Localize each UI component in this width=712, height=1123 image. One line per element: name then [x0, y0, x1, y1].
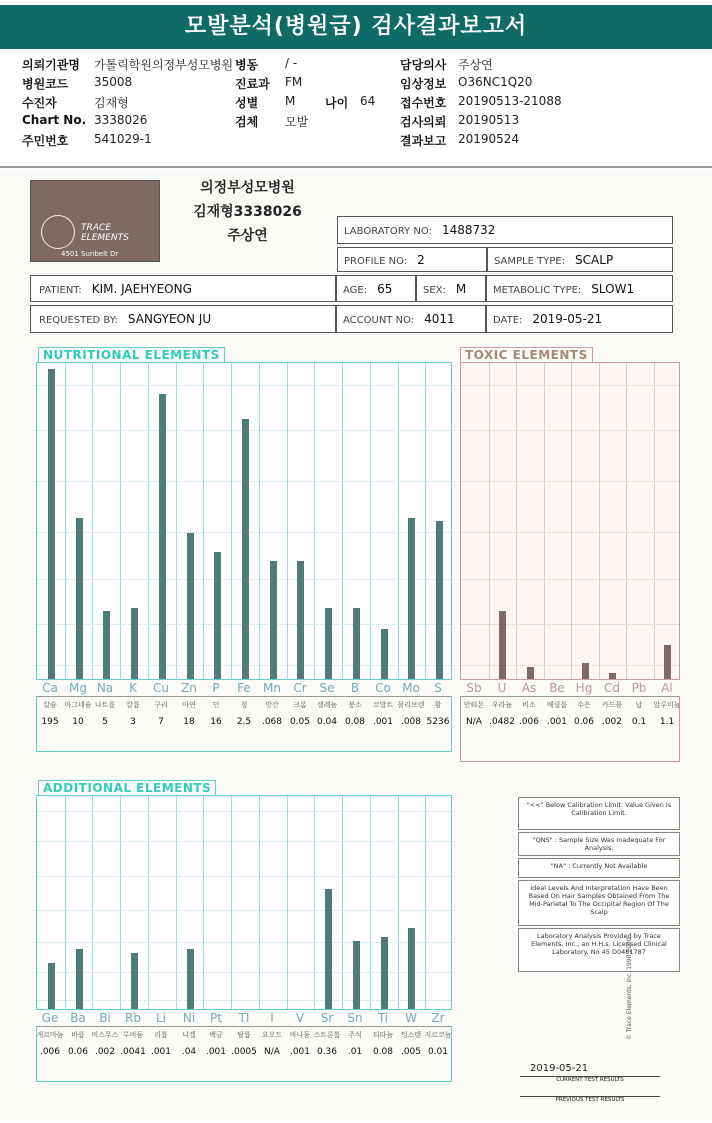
- element-value: 5: [102, 717, 108, 727]
- element-value: 0.08: [372, 1047, 394, 1057]
- element-symbol: Se: [319, 681, 335, 695]
- info-label: 병원코드: [22, 77, 69, 91]
- element-bar: [48, 369, 55, 679]
- column-divider: [314, 796, 315, 1009]
- grid-line: [37, 385, 451, 386]
- element-korean: 철: [240, 701, 248, 709]
- element-bar: [381, 629, 388, 679]
- element-value: 195: [41, 717, 59, 727]
- element-korean: 망간: [265, 701, 279, 709]
- element-value: .001: [205, 1047, 227, 1057]
- info-value: 64: [360, 94, 376, 108]
- info-label: 병동: [235, 58, 259, 72]
- element-korean: 붕소: [348, 701, 362, 709]
- element-symbol: Fe: [237, 681, 251, 695]
- lab-no-label: LABORATORY NO:: [344, 226, 432, 237]
- element-bar: [159, 394, 166, 679]
- element-korean: 비스무스: [91, 1031, 119, 1039]
- column-divider: [148, 796, 149, 1009]
- column-divider: [148, 363, 149, 679]
- column-divider: [599, 363, 600, 679]
- report-title: 모발분석(병원급) 검사결과보고서: [0, 5, 712, 49]
- globe-icon: [41, 215, 75, 249]
- element-bar: [527, 667, 534, 679]
- info-value: 주상연: [458, 58, 493, 72]
- element-symbol: K: [129, 681, 137, 695]
- column-divider: [626, 363, 627, 679]
- grid-line: [37, 841, 451, 842]
- note-box: "NA" : Currently Not Available: [518, 858, 680, 878]
- requested-label: REQUESTED BY:: [39, 315, 118, 326]
- element-korean: 아연: [182, 701, 196, 709]
- label-frame: [36, 1026, 452, 1082]
- element-bar: [353, 608, 360, 679]
- element-value: .068: [261, 717, 283, 727]
- element-symbol: Hg: [575, 681, 593, 695]
- element-value: N/A: [466, 717, 482, 727]
- info-label: 성별: [235, 96, 259, 110]
- element-bar: [48, 963, 55, 1009]
- column-divider: [176, 363, 177, 679]
- element-value: .04: [181, 1047, 197, 1057]
- element-bar: [325, 889, 332, 1009]
- info-label: Chart No.: [22, 113, 87, 127]
- element-value: .008: [400, 717, 422, 727]
- info-value: 20190513-21088: [458, 94, 562, 108]
- info-value: 가톨릭학원의정부성모병원: [94, 58, 234, 72]
- info-value: O36NC1Q20: [458, 75, 533, 89]
- grid-line: [461, 624, 679, 625]
- element-korean: 바나듐: [289, 1031, 311, 1039]
- element-bar: [582, 663, 589, 679]
- logo-text: TRACE ELEMENTS: [81, 223, 129, 243]
- grid-line: [37, 1000, 451, 1001]
- grid-line: [461, 430, 679, 431]
- element-bar: [214, 552, 221, 679]
- element-symbol: Al: [661, 681, 673, 695]
- element-symbol: As: [521, 681, 537, 695]
- info-label: 결과보고: [400, 134, 447, 148]
- column-divider: [92, 796, 93, 1009]
- element-korean: 백금: [209, 1031, 223, 1039]
- element-symbol: Zr: [431, 1011, 445, 1025]
- element-symbol: Ba: [70, 1011, 86, 1025]
- sample-value: SCALP: [575, 253, 614, 267]
- info-value: M: [285, 94, 296, 108]
- info-label: 주민번호: [22, 134, 69, 148]
- grid-line: [461, 481, 679, 482]
- element-value: .002: [601, 717, 623, 727]
- element-symbol: Pb: [631, 681, 647, 695]
- element-korean: 텅스텐: [400, 1031, 422, 1039]
- profile-label: PROFILE NO:: [344, 256, 408, 267]
- nutritional-chart: [36, 362, 452, 680]
- sex-value: M: [455, 282, 467, 296]
- age-value: 65: [377, 282, 393, 296]
- element-value: .006: [518, 717, 540, 727]
- column-divider: [203, 796, 204, 1009]
- element-symbol: P: [212, 681, 220, 695]
- info-label: 담당의사: [400, 58, 447, 72]
- element-korean: 황: [434, 701, 442, 709]
- element-symbol: Sr: [320, 1011, 334, 1025]
- element-value: 7: [158, 717, 164, 727]
- element-bar: [242, 419, 249, 679]
- element-value: .001: [372, 717, 394, 727]
- element-korean: 리튬: [154, 1031, 168, 1039]
- profile-value: 2: [417, 253, 425, 267]
- element-value: .001: [546, 717, 568, 727]
- element-korean: 베릴륨: [546, 701, 568, 709]
- label-frame: [36, 696, 452, 752]
- account-label: ACCOUNT NO:: [343, 315, 415, 326]
- info-label: 수진자: [22, 96, 57, 110]
- element-korean: 바륨: [71, 1031, 85, 1039]
- grid-line: [37, 876, 451, 877]
- element-bar: [103, 611, 110, 679]
- element-korean: 니켈: [182, 1031, 196, 1039]
- element-bar: [131, 608, 138, 679]
- requested-box: [30, 305, 336, 333]
- sample-box: [487, 247, 673, 272]
- column-divider: [342, 796, 343, 1009]
- element-symbol: S: [434, 681, 442, 695]
- element-bar: [609, 673, 616, 679]
- element-korean: 카드뮴: [601, 701, 623, 709]
- element-value: 0.06: [573, 717, 595, 727]
- column-divider: [65, 363, 66, 679]
- info-value: 모발: [285, 115, 309, 129]
- metabolic-box: [486, 275, 673, 302]
- element-korean: 지르코늄: [424, 1031, 452, 1039]
- column-divider: [231, 363, 232, 679]
- toxic-title: TOXIC ELEMENTS: [460, 347, 593, 363]
- element-symbol: Cu: [153, 681, 169, 695]
- grid-line: [37, 811, 451, 812]
- element-symbol: Sb: [466, 681, 482, 695]
- info-label: 검사의뢰: [400, 115, 447, 129]
- info-value: 3338026: [94, 113, 148, 127]
- element-symbol: Mn: [263, 681, 281, 695]
- element-symbol: Cr: [293, 681, 307, 695]
- trace-elements-logo: [30, 180, 160, 262]
- column-divider: [176, 796, 177, 1009]
- info-label: 검체: [235, 115, 259, 129]
- column-divider: [544, 363, 545, 679]
- element-value: 16: [210, 717, 222, 727]
- grid-line: [37, 942, 451, 943]
- logo-address: 4501 Sunbelt Dr: [61, 250, 119, 258]
- element-value: 1.1: [659, 717, 675, 727]
- info-label: 진료과: [235, 77, 270, 91]
- stamp-patient: 김재형3338026: [193, 204, 302, 220]
- grid-line: [37, 910, 451, 911]
- element-symbol: Mo: [402, 681, 420, 695]
- element-value: 0.08: [344, 717, 366, 727]
- column-divider: [120, 363, 121, 679]
- element-korean: 몰리브덴: [397, 701, 425, 709]
- element-value: .0005: [231, 1047, 257, 1057]
- age-label: AGE:: [343, 285, 368, 296]
- element-korean: 안티몬: [463, 701, 485, 709]
- column-divider: [231, 796, 232, 1009]
- element-value: N/A: [264, 1047, 280, 1057]
- element-bar: [297, 561, 304, 679]
- element-value: 0.05: [289, 717, 311, 727]
- info-label: 임상정보: [400, 77, 447, 91]
- element-bar: [131, 953, 138, 1009]
- element-bar: [664, 645, 671, 679]
- element-symbol: Zn: [181, 681, 197, 695]
- element-korean: 스트론튬: [313, 1031, 341, 1039]
- element-symbol: W: [405, 1011, 417, 1025]
- element-value: 0.04: [316, 717, 338, 727]
- element-symbol: Ca: [42, 681, 58, 695]
- element-symbol: Ni: [182, 1011, 196, 1025]
- sample-label: SAMPLE TYPE:: [494, 256, 566, 267]
- stamp-doctor: 주상연: [227, 228, 268, 244]
- column-divider: [259, 796, 260, 1009]
- grid-line: [461, 665, 679, 666]
- info-label: 나이: [325, 96, 349, 110]
- element-symbol: Cd: [604, 681, 620, 695]
- element-korean: 알루미늄: [653, 701, 681, 709]
- copyright: © Trace Elements, Inc. 1998,2000: [626, 937, 633, 1040]
- note-box: "QNS" : Sample Size Was Inadequate For Analysis.: [518, 832, 680, 856]
- element-symbol: Li: [155, 1011, 167, 1025]
- toxic-chart: [460, 362, 680, 680]
- date-label: DATE:: [493, 315, 523, 326]
- column-divider: [259, 363, 260, 679]
- label-frame: [460, 696, 680, 762]
- sex-box: [416, 275, 486, 302]
- column-divider: [203, 363, 204, 679]
- element-bar: [408, 518, 415, 679]
- element-korean: 셀레늄: [316, 701, 338, 709]
- lab-no-value: 1488732: [441, 223, 496, 237]
- element-bar: [325, 608, 332, 679]
- element-symbol: Tl: [238, 1011, 250, 1025]
- info-value: 541029-1: [94, 132, 152, 146]
- column-divider: [342, 363, 343, 679]
- element-value: 2.5: [236, 717, 252, 727]
- element-value: 3: [130, 717, 136, 727]
- divider: [0, 166, 712, 168]
- element-bar: [499, 611, 506, 679]
- column-divider: [398, 363, 399, 679]
- element-value: .0482: [489, 717, 515, 727]
- element-korean: 마그네슘: [64, 701, 92, 709]
- element-value: .001: [289, 1047, 311, 1057]
- element-value: 5236: [426, 717, 450, 727]
- element-value: 0.06: [67, 1047, 89, 1057]
- element-korean: 칼슘: [43, 701, 57, 709]
- element-symbol: Pt: [210, 1011, 222, 1025]
- info-value: 20190524: [458, 132, 520, 146]
- element-korean: 코발트: [372, 701, 394, 709]
- patient-box: [30, 275, 336, 302]
- lab-no-box: [337, 216, 673, 244]
- grid-line: [461, 579, 679, 580]
- account-value: 4011: [424, 312, 455, 326]
- element-value: .001: [150, 1047, 172, 1057]
- sex-label: SEX:: [423, 285, 446, 296]
- element-bar: [381, 937, 388, 1009]
- info-value: 20190513: [458, 113, 520, 127]
- element-value: .002: [94, 1047, 116, 1057]
- element-value: .005: [400, 1047, 422, 1057]
- element-korean: 탈륨: [237, 1031, 251, 1039]
- element-symbol: Ge: [41, 1011, 59, 1025]
- account-box: [336, 305, 486, 333]
- element-korean: 티타늄: [372, 1031, 394, 1039]
- element-korean: 인: [212, 701, 220, 709]
- nutritional-title: NUTRITIONAL ELEMENTS: [38, 347, 225, 363]
- patient-label: PATIENT:: [39, 285, 82, 296]
- element-symbol: Mg: [69, 681, 87, 695]
- element-value: 0.1: [631, 717, 647, 727]
- element-korean: 요오드: [261, 1031, 283, 1039]
- element-symbol: U: [497, 681, 507, 695]
- element-bar: [436, 521, 443, 679]
- element-korean: 구리: [154, 701, 168, 709]
- element-symbol: Ti: [377, 1011, 389, 1025]
- column-divider: [425, 363, 426, 679]
- element-symbol: Bi: [99, 1011, 111, 1025]
- column-divider: [571, 363, 572, 679]
- footer-date: 2019-05-21: [530, 1063, 589, 1074]
- element-symbol: Co: [375, 681, 391, 695]
- column-divider: [398, 796, 399, 1009]
- info-value: 35008: [94, 75, 133, 89]
- column-divider: [370, 363, 371, 679]
- patient-value: KIM. JAEHYEONG: [91, 282, 192, 296]
- column-divider: [65, 796, 66, 1009]
- element-korean: 게르마늄: [36, 1031, 64, 1039]
- element-korean: 주석: [348, 1031, 362, 1039]
- element-korean: 납: [635, 701, 643, 709]
- note-box: "<<" Below Calibration Limit: Value Given Is Calibration Limit.: [518, 797, 680, 830]
- element-bar: [76, 518, 83, 679]
- column-divider: [489, 363, 490, 679]
- note-box: Laboratory Analysis Provided by Trace Elements, Inc., an H.H.s. Licensed Clinical Laboratory. No 45 D0481787: [518, 928, 680, 972]
- column-divider: [92, 363, 93, 679]
- metabolic-value: SLOW1: [591, 282, 635, 296]
- footer-previous: PREVIOUS TEST RESULTS: [520, 1096, 660, 1103]
- element-korean: 수은: [577, 701, 591, 709]
- element-symbol: Na: [96, 681, 114, 695]
- age-box: [336, 275, 416, 302]
- column-divider: [287, 796, 288, 1009]
- profile-box: [337, 247, 487, 272]
- element-bar: [187, 949, 194, 1009]
- stamp-hospital: 의정부성모병원: [200, 180, 295, 196]
- element-bar: [353, 941, 360, 1009]
- element-bar: [187, 533, 194, 679]
- info-label: 접수번호: [400, 96, 447, 110]
- grid-line: [461, 385, 679, 386]
- column-divider: [287, 363, 288, 679]
- date-value: 2019-05-21: [532, 312, 603, 326]
- requested-value: SANGYEON JU: [127, 312, 212, 326]
- element-value: .006: [39, 1047, 61, 1057]
- column-divider: [516, 363, 517, 679]
- element-bar: [270, 561, 277, 679]
- additional-chart: [36, 795, 452, 1010]
- info-value: 김재형: [94, 96, 129, 110]
- element-symbol: Rb: [125, 1011, 141, 1025]
- element-value: .0041: [120, 1047, 146, 1057]
- info-value: / -: [285, 56, 298, 70]
- element-korean: 비소: [522, 701, 536, 709]
- element-value: 18: [183, 717, 195, 727]
- element-korean: 우라늄: [491, 701, 513, 709]
- grid-line: [37, 972, 451, 973]
- date-box: [486, 305, 673, 333]
- metabolic-label: METABOLIC TYPE:: [493, 285, 582, 296]
- column-divider: [120, 796, 121, 1009]
- column-divider: [314, 363, 315, 679]
- element-korean: 크롬: [293, 701, 307, 709]
- patient-info-block: [0, 52, 712, 164]
- element-value: 10: [72, 717, 84, 727]
- element-symbol: Be: [549, 681, 565, 695]
- info-value: FM: [285, 75, 303, 89]
- element-korean: 칼륨: [126, 701, 140, 709]
- column-divider: [654, 363, 655, 679]
- element-symbol: B: [350, 681, 360, 695]
- element-symbol: V: [295, 1011, 305, 1025]
- element-korean: 나트륨: [94, 701, 116, 709]
- element-bar: [76, 949, 83, 1009]
- column-divider: [425, 796, 426, 1009]
- column-divider: [370, 796, 371, 1009]
- note-box: Ideal Levels And Interpretation Have Been Based On Hair Samples Obtained From The Mid-Parietal To The Occipital Region Of The Scalp: [518, 880, 680, 926]
- element-value: 0.01: [427, 1047, 449, 1057]
- grid-line: [461, 532, 679, 533]
- element-value: .01: [347, 1047, 363, 1057]
- footer-current: CURRENT TEST RESULTS: [520, 1076, 660, 1083]
- info-label: 의뢰기관명: [22, 58, 80, 72]
- additional-title: ADDITIONAL ELEMENTS: [38, 780, 216, 796]
- element-bar: [408, 928, 415, 1009]
- element-symbol: Sn: [347, 1011, 363, 1025]
- hospital-stamp: [170, 176, 325, 248]
- element-value: 0.36: [316, 1047, 338, 1057]
- element-symbol: I: [270, 1011, 274, 1025]
- element-korean: 루비듐: [122, 1031, 144, 1039]
